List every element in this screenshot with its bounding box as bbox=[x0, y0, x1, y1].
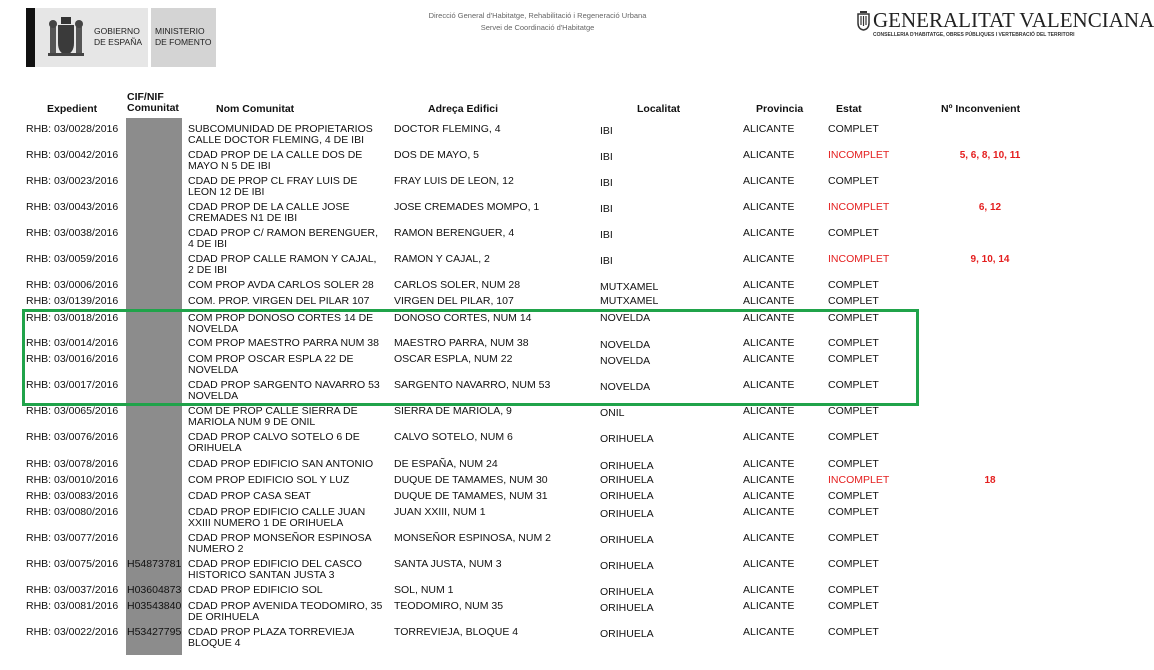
provincia-cell: ALICANTE bbox=[743, 295, 795, 307]
expedient-cell: RHB: 03/0042/2016 bbox=[26, 149, 119, 161]
localitat-cell: NOVELDA bbox=[600, 381, 651, 393]
nom-comunitat-cell-line2: LEON 12 DE IBI bbox=[188, 186, 265, 198]
nom-comunitat-cell-line2: DE ORIHUELA bbox=[188, 611, 260, 623]
cif-cell: H53427795 bbox=[127, 626, 182, 638]
estat-cell: COMPLET bbox=[828, 405, 879, 417]
adreca-cell: VIRGEN DEL PILAR, 107 bbox=[394, 295, 514, 307]
nom-comunitat-cell: CDAD PROP CALVO SOTELO 6 DE bbox=[188, 431, 360, 443]
nom-comunitat-cell: CDAD PROP SARGENTO NAVARRO 53 bbox=[188, 379, 380, 391]
expedient-cell: RHB: 03/0076/2016 bbox=[26, 431, 119, 443]
localitat-cell: ORIHUELA bbox=[600, 560, 654, 572]
provincia-cell: ALICANTE bbox=[743, 584, 795, 596]
adreca-cell: JOSE CREMADES MOMPO, 1 bbox=[394, 201, 540, 213]
adreca-cell: FRAY LUIS DE LEON, 12 bbox=[394, 175, 514, 187]
expedient-cell: RHB: 03/0014/2016 bbox=[26, 337, 119, 349]
ministerio-de-fomento-block bbox=[151, 8, 216, 67]
col-header-expedient: Expedient bbox=[47, 103, 98, 115]
estat-cell: COMPLET bbox=[828, 584, 879, 596]
highlight-box bbox=[22, 309, 919, 406]
nom-comunitat-cell-line2: CREMADES N1 DE IBI bbox=[188, 212, 298, 224]
nom-comunitat-cell: CDAD PROP EDIFICIO SOL bbox=[188, 584, 323, 596]
expedient-cell: RHB: 03/0078/2016 bbox=[26, 458, 119, 470]
provincia-cell: ALICANTE bbox=[743, 558, 795, 570]
expedient-cell: RHB: 03/0018/2016 bbox=[26, 312, 119, 324]
estat-cell: INCOMPLET bbox=[828, 201, 890, 213]
provincia-cell: ALICANTE bbox=[743, 474, 795, 486]
localitat-cell: IBI bbox=[600, 255, 613, 267]
adreca-cell: MONSEÑOR ESPINOSA, NUM 2 bbox=[394, 532, 551, 544]
provincia-cell: ALICANTE bbox=[743, 490, 795, 502]
localitat-cell: ORIHUELA bbox=[600, 628, 654, 640]
provincia-cell: ALICANTE bbox=[743, 279, 795, 291]
estat-cell: COMPLET bbox=[828, 379, 879, 391]
expedient-cell: RHB: 03/0081/2016 bbox=[26, 600, 119, 612]
adreca-cell: DOS DE MAYO, 5 bbox=[394, 149, 479, 161]
nom-comunitat-cell-line2: NOVELDA bbox=[188, 364, 239, 376]
adreca-cell: DUQUE DE TAMAMES, NUM 31 bbox=[394, 490, 548, 502]
expedient-cell: RHB: 03/0080/2016 bbox=[26, 506, 119, 518]
gva-name: GENERALITAT VALENCIANA bbox=[873, 8, 1154, 32]
adreca-cell: DE ESPAÑA, NUM 24 bbox=[394, 458, 498, 470]
expedient-cell: RHB: 03/0017/2016 bbox=[26, 379, 119, 391]
provincia-cell: ALICANTE bbox=[743, 458, 795, 470]
estat-cell: COMPLET bbox=[828, 600, 879, 612]
nom-comunitat-cell: CDAD PROP CASA SEAT bbox=[188, 490, 311, 502]
adreca-cell: RAMON BERENGUER, 4 bbox=[394, 227, 515, 239]
estat-cell: COMPLET bbox=[828, 626, 879, 638]
expedient-cell: RHB: 03/0023/2016 bbox=[26, 175, 119, 187]
expedient-cell: RHB: 03/0037/2016 bbox=[26, 584, 119, 596]
nom-comunitat-cell: CDAD PROP DE LA CALLE DOS DE bbox=[188, 149, 363, 161]
nom-comunitat-cell-line2: ORIHUELA bbox=[188, 442, 242, 454]
col-header-estat: Estat bbox=[836, 103, 862, 115]
provincia-cell: ALICANTE bbox=[743, 337, 795, 349]
inconvenient-cell: 6, 12 bbox=[978, 202, 1002, 213]
nom-comunitat-cell-line2: HISTORICO SANTAN JUSTA 3 bbox=[188, 569, 335, 581]
provincia-cell: ALICANTE bbox=[743, 405, 795, 417]
provincia-cell: ALICANTE bbox=[743, 379, 795, 391]
nom-comunitat-cell: CDAD PROP MONSEÑOR ESPINOSA bbox=[188, 532, 372, 544]
adreca-cell: OSCAR ESPLA, NUM 22 bbox=[394, 353, 513, 365]
provincia-cell: ALICANTE bbox=[743, 353, 795, 365]
localitat-cell: ORIHUELA bbox=[600, 602, 654, 614]
provincia-cell: ALICANTE bbox=[743, 175, 795, 187]
adreca-cell: JUAN XXIII, NUM 1 bbox=[394, 506, 486, 518]
localitat-cell: ORIHUELA bbox=[600, 490, 654, 502]
spanish-government-logo bbox=[26, 8, 216, 67]
estat-cell: COMPLET bbox=[828, 295, 879, 307]
inconvenient-cell: 5, 6, 8, 10, 11 bbox=[959, 150, 1021, 161]
adreca-cell: SIERRA DE MARIOLA, 9 bbox=[394, 405, 512, 417]
nom-comunitat-cell: CDAD PROP AVENIDA TEODOMIRO, 35 bbox=[188, 600, 383, 612]
expedient-cell: RHB: 03/0083/2016 bbox=[26, 490, 119, 502]
nom-comunitat-cell: CDAD PROP C/ RAMON BERENGUER, bbox=[188, 227, 378, 239]
nom-comunitat-cell-line2: BLOQUE 4 bbox=[188, 637, 241, 649]
localitat-cell: ORIHUELA bbox=[600, 586, 654, 598]
localitat-cell: NOVELDA bbox=[600, 312, 651, 324]
nom-comunitat-cell: CDAD PROP EDIFICIO CALLE JUAN bbox=[188, 506, 366, 518]
cif-cell: H03543840 bbox=[127, 600, 182, 612]
localitat-cell: ORIHUELA bbox=[600, 460, 654, 472]
adreca-cell: DONOSO CORTES, NUM 14 bbox=[394, 312, 532, 324]
adreca-cell: TORREVIEJA, BLOQUE 4 bbox=[394, 626, 519, 638]
provincia-cell: ALICANTE bbox=[743, 201, 795, 213]
nom-comunitat-cell: CDAD PROP EDIFICIO SAN ANTONIO bbox=[188, 458, 374, 470]
provincia-cell: ALICANTE bbox=[743, 312, 795, 324]
adreca-cell: CARLOS SOLER, NUM 28 bbox=[394, 279, 521, 291]
provincia-cell: ALICANTE bbox=[743, 532, 795, 544]
gov-line2: DE ESPAÑA bbox=[94, 37, 143, 47]
expedient-cell: RHB: 03/0028/2016 bbox=[26, 123, 119, 135]
gov-line1: GOBIERNO bbox=[94, 26, 140, 36]
localitat-cell: IBI bbox=[600, 203, 613, 215]
localitat-cell: IBI bbox=[600, 229, 613, 241]
nom-comunitat-cell-line2: MAYO N 5 DE IBI bbox=[188, 160, 271, 172]
col-header-provincia: Provincia bbox=[756, 103, 804, 115]
provincia-cell: ALICANTE bbox=[743, 600, 795, 612]
provincia-cell: ALICANTE bbox=[743, 149, 795, 161]
localitat-cell: ORIHUELA bbox=[600, 534, 654, 546]
localitat-cell: MUTXAMEL bbox=[600, 281, 659, 293]
nom-comunitat-cell-line2: NUMERO 2 bbox=[188, 543, 244, 555]
department-line1: Direcció General d'Habitatge, Rehabilitació i Regeneració Urbana bbox=[428, 11, 647, 20]
nom-comunitat-cell: CDAD PROP CALLE RAMON Y CAJAL, bbox=[188, 253, 377, 265]
estat-cell: COMPLET bbox=[828, 431, 879, 443]
nom-comunitat-cell: COM PROP EDIFICIO SOL Y LUZ bbox=[188, 474, 350, 486]
inconvenient-cell: 9, 10, 14 bbox=[970, 254, 1010, 265]
provincia-cell: ALICANTE bbox=[743, 227, 795, 239]
estat-cell: COMPLET bbox=[828, 506, 879, 518]
localitat-cell: NOVELDA bbox=[600, 339, 651, 351]
estat-cell: COMPLET bbox=[828, 490, 879, 502]
adreca-cell: SOL, NUM 1 bbox=[394, 584, 454, 596]
nom-comunitat-cell: CDAD PROP DE LA CALLE JOSE bbox=[188, 201, 350, 213]
estat-cell: COMPLET bbox=[828, 558, 879, 570]
gva-subtitle: CONSELLERIA D'HABITATGE, OBRES PÚBLIQUES I VERTEBRACIÓ DEL TERRITORI bbox=[873, 32, 1075, 38]
inconvenient-cell: 18 bbox=[984, 475, 996, 486]
adreca-cell: DUQUE DE TAMAMES, NUM 30 bbox=[394, 474, 548, 486]
localitat-cell: ONIL bbox=[600, 407, 625, 419]
coat-of-arms-icon bbox=[44, 13, 88, 61]
estat-cell: COMPLET bbox=[828, 175, 879, 187]
localitat-cell: IBI bbox=[600, 151, 613, 163]
nom-comunitat-cell: COM PROP DONOSO CORTES 14 DE bbox=[188, 312, 374, 324]
nom-comunitat-cell-line2: NOVELDA bbox=[188, 390, 239, 402]
localitat-cell: NOVELDA bbox=[600, 355, 651, 367]
nom-comunitat-cell: COM PROP OSCAR ESPLA 22 DE bbox=[188, 353, 354, 365]
department-header bbox=[400, 10, 675, 34]
provincia-cell: ALICANTE bbox=[743, 431, 795, 443]
nom-comunitat-cell-line2: 2 DE IBI bbox=[188, 264, 228, 276]
nom-comunitat-cell: COM DE PROP CALLE SIERRA DE bbox=[188, 405, 358, 417]
nom-comunitat-cell: CDAD PROP PLAZA TORREVIEJA bbox=[188, 626, 355, 638]
nom-comunitat-cell: CDAD DE PROP CL FRAY LUIS DE bbox=[188, 175, 358, 187]
adreca-cell: MAESTRO PARRA, NUM 38 bbox=[394, 337, 529, 349]
provincia-cell: ALICANTE bbox=[743, 253, 795, 265]
expedient-cell: RHB: 03/0038/2016 bbox=[26, 227, 119, 239]
expedient-cell: RHB: 03/0139/2016 bbox=[26, 295, 119, 307]
estat-cell: INCOMPLET bbox=[828, 253, 890, 265]
estat-cell: COMPLET bbox=[828, 279, 879, 291]
cif-cell: H54873781 bbox=[127, 558, 182, 570]
estat-cell: COMPLET bbox=[828, 532, 879, 544]
nom-comunitat-cell: COM PROP MAESTRO PARRA NUM 38 bbox=[188, 337, 379, 349]
nom-comunitat-cell-line2: CALLE DOCTOR FLEMING, 4 DE IBI bbox=[188, 134, 365, 146]
adreca-cell: SARGENTO NAVARRO, NUM 53 bbox=[394, 379, 551, 391]
col-header-adreca: Adreça Edifici bbox=[428, 103, 499, 115]
nom-comunitat-cell: CDAD PROP EDIFICIO DEL CASCO bbox=[188, 558, 362, 570]
department-line2: Servei de Coordinació d'Habitatge bbox=[480, 23, 595, 32]
expedient-cell: RHB: 03/0016/2016 bbox=[26, 353, 119, 365]
nom-comunitat-cell-line2: NOVELDA bbox=[188, 323, 239, 335]
nom-comunitat-cell: COM PROP AVDA CARLOS SOLER 28 bbox=[188, 279, 374, 291]
col-header-localitat: Localitat bbox=[637, 103, 681, 115]
localitat-cell: IBI bbox=[600, 125, 613, 137]
estat-cell: COMPLET bbox=[828, 353, 879, 365]
provincia-cell: ALICANTE bbox=[743, 123, 795, 135]
expedient-cell: RHB: 03/0075/2016 bbox=[26, 558, 119, 570]
adreca-cell: CALVO SOTELO, NUM 6 bbox=[394, 431, 513, 443]
col-header-cif-line2: Comunitat bbox=[127, 102, 179, 114]
estat-cell: INCOMPLET bbox=[828, 474, 890, 486]
ministry-line1: MINISTERIO bbox=[155, 26, 205, 36]
ministry-line2: DE FOMENTO bbox=[155, 37, 212, 47]
adreca-cell: DOCTOR FLEMING, 4 bbox=[394, 123, 501, 135]
estat-cell: COMPLET bbox=[828, 312, 879, 324]
nom-comunitat-cell-line2: MARIOLA NUM 9 DE ONIL bbox=[188, 416, 316, 428]
provincia-cell: ALICANTE bbox=[743, 506, 795, 518]
generalitat-crest-icon bbox=[856, 11, 871, 31]
adreca-cell: RAMON Y CAJAL, 2 bbox=[394, 253, 490, 265]
expedient-cell: RHB: 03/0006/2016 bbox=[26, 279, 119, 291]
estat-cell: COMPLET bbox=[828, 458, 879, 470]
cif-cell: H03604873 bbox=[127, 584, 182, 596]
expedient-cell: RHB: 03/0065/2016 bbox=[26, 405, 119, 417]
expedient-cell: RHB: 03/0010/2016 bbox=[26, 474, 119, 486]
localitat-cell: ORIHUELA bbox=[600, 433, 654, 445]
adreca-cell: SANTA JUSTA, NUM 3 bbox=[394, 558, 502, 570]
col-header-nom: Nom Comunitat bbox=[216, 103, 295, 115]
expedient-cell: RHB: 03/0043/2016 bbox=[26, 201, 119, 213]
nom-comunitat-cell-line2: XXIII NUMERO 1 DE ORIHUELA bbox=[188, 517, 344, 529]
nom-comunitat-cell: SUBCOMUNIDAD DE PROPIETARIOS bbox=[188, 123, 373, 135]
estat-cell: INCOMPLET bbox=[828, 149, 890, 161]
expedient-cell: RHB: 03/0059/2016 bbox=[26, 253, 119, 265]
col-header-inconvenient: Nº Inconvenient bbox=[941, 103, 1021, 115]
col-header-cif-line1: CIF/NIF bbox=[127, 91, 164, 103]
localitat-cell: ORIHUELA bbox=[600, 474, 654, 486]
estat-cell: COMPLET bbox=[828, 227, 879, 239]
expedient-cell: RHB: 03/0077/2016 bbox=[26, 532, 119, 544]
nom-comunitat-cell-line2: 4 DE IBI bbox=[188, 238, 228, 250]
localitat-cell: ORIHUELA bbox=[600, 508, 654, 520]
localitat-cell: IBI bbox=[600, 177, 613, 189]
adreca-cell: TEODOMIRO, NUM 35 bbox=[394, 600, 504, 612]
expedient-cell: RHB: 03/0022/2016 bbox=[26, 626, 119, 638]
estat-cell: COMPLET bbox=[828, 123, 879, 135]
localitat-cell: MUTXAMEL bbox=[600, 295, 659, 307]
nom-comunitat-cell: COM. PROP. VIRGEN DEL PILAR 107 bbox=[188, 295, 370, 307]
gobierno-de-espana-block bbox=[26, 8, 148, 67]
estat-cell: COMPLET bbox=[828, 337, 879, 349]
provincia-cell: ALICANTE bbox=[743, 626, 795, 638]
